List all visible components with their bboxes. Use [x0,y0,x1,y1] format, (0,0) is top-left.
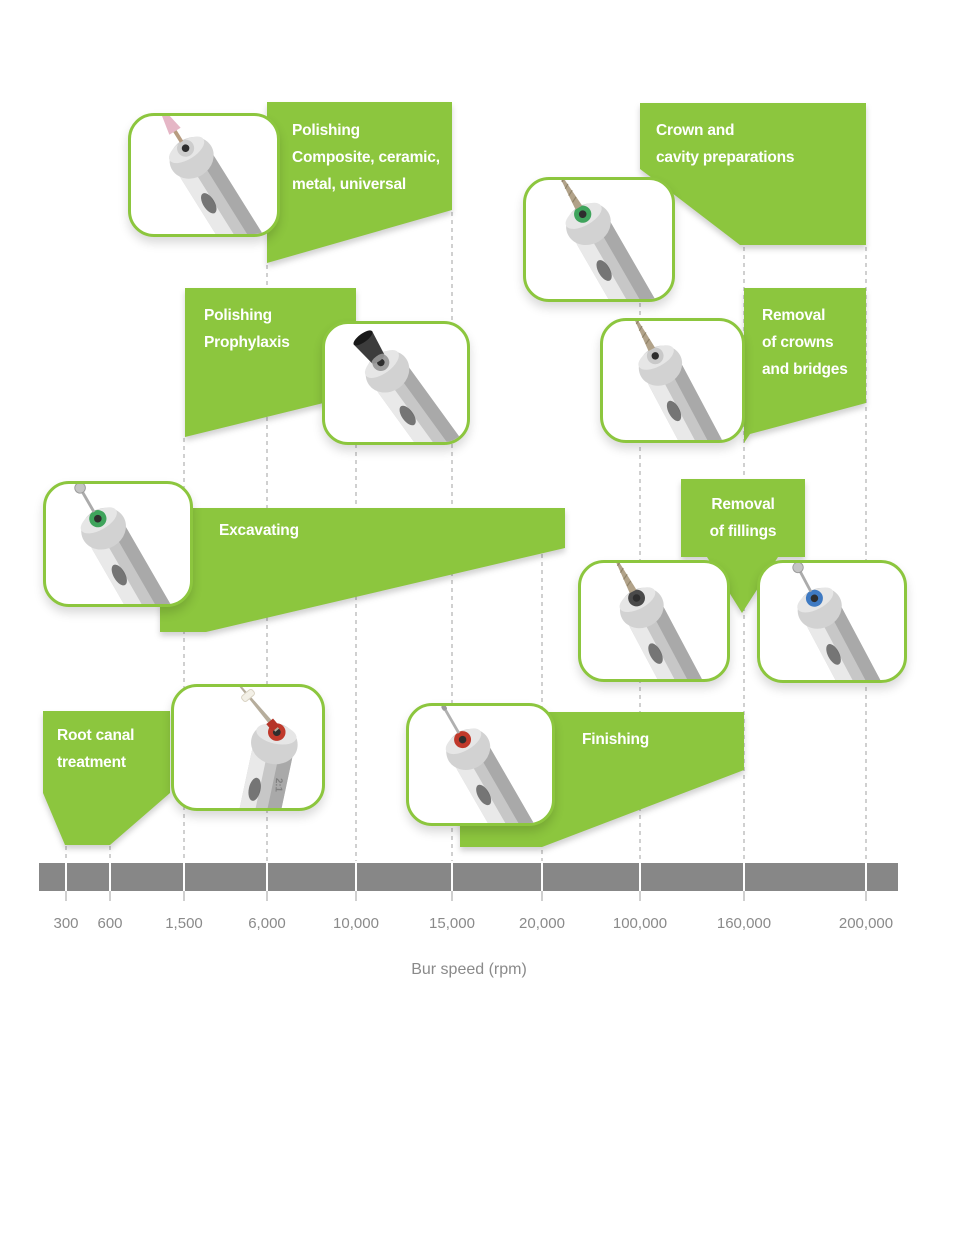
contra-angle-handpiece-diamond-bur-icon [603,321,742,440]
axis-bar-group [39,863,898,901]
axis-tick-label: 15,000 [429,915,475,932]
svg-text:2:1: 2:1 [272,777,285,793]
label-line: Composite, ceramic, [292,149,440,166]
prophy-handpiece-rubber-cup-icon [325,324,467,442]
label-line: Removal [711,496,775,513]
axis-tick-label: 300 [53,915,79,932]
label-line: metal, universal [292,176,406,193]
axis-tick-label: 10,000 [333,915,379,932]
handpiece-photo-prophylaxis [322,321,470,445]
axis-tick-label: 600 [97,915,123,932]
label-line: Crown and [656,122,735,139]
axis-tick-label: 6,000 [248,915,286,932]
contra-angle-handpiece-bur-dark-ring-icon [581,563,727,679]
handpiece-photo-removal-fillings-right [757,560,907,683]
axis-title: Bur speed (rpm) [411,961,527,978]
label-line: cavity preparations [656,149,795,166]
label-removal-fillings [681,491,805,545]
axis-tick-label: 20,000 [519,915,565,932]
handpiece-photo-excavating [43,481,193,607]
handpiece-photo-root-canal [171,684,325,811]
handpiece-photo-crown-cavity [523,177,675,302]
label-polishing-composite [292,117,440,198]
handpiece-photo-removal-fillings-left [578,560,730,682]
label-line: Polishing [292,122,360,139]
handpiece-photo-removal-crowns [600,318,745,443]
label-line: Finishing [582,731,650,748]
axis-tick-label: 200,000 [838,915,894,932]
contra-angle-handpiece-round-bur-green-ring-icon [46,484,190,604]
axis-tick-label: 160,000 [716,915,772,932]
contra-angle-handpiece-diamond-bur-green-ring-icon [526,180,672,299]
endodontic-handpiece-root-canal-file-icon [174,687,322,808]
label-line: and bridges [762,361,848,378]
label-line: Root canal [57,727,135,744]
label-crown-cavity [656,117,794,171]
label-line: of fillings [709,523,777,540]
contra-angle-handpiece-bur-red-ring-icon [409,706,552,823]
label-polishing-prophylaxis [204,302,290,356]
label-line: Polishing [204,307,272,324]
label-finishing [582,726,649,753]
label-line: Removal [762,307,826,324]
label-root-canal [57,722,134,776]
label-line: Excavating [219,522,299,539]
label-line: Prophylaxis [204,334,290,351]
axis-tick-label: 1,500 [165,915,203,932]
handpiece-photo-polishing [128,113,280,237]
label-removal-crowns [762,302,848,383]
label-line: treatment [57,754,126,771]
label-excavating [219,517,299,544]
contra-angle-handpiece-bur-blue-ring-icon [760,563,904,680]
contra-angle-handpiece-pink-polisher-icon [131,116,277,234]
handpiece-photo-finishing [406,703,555,826]
label-line: of crowns [762,334,834,351]
axis-tick-label: 100,000 [612,915,668,932]
axis-bar [39,863,898,891]
